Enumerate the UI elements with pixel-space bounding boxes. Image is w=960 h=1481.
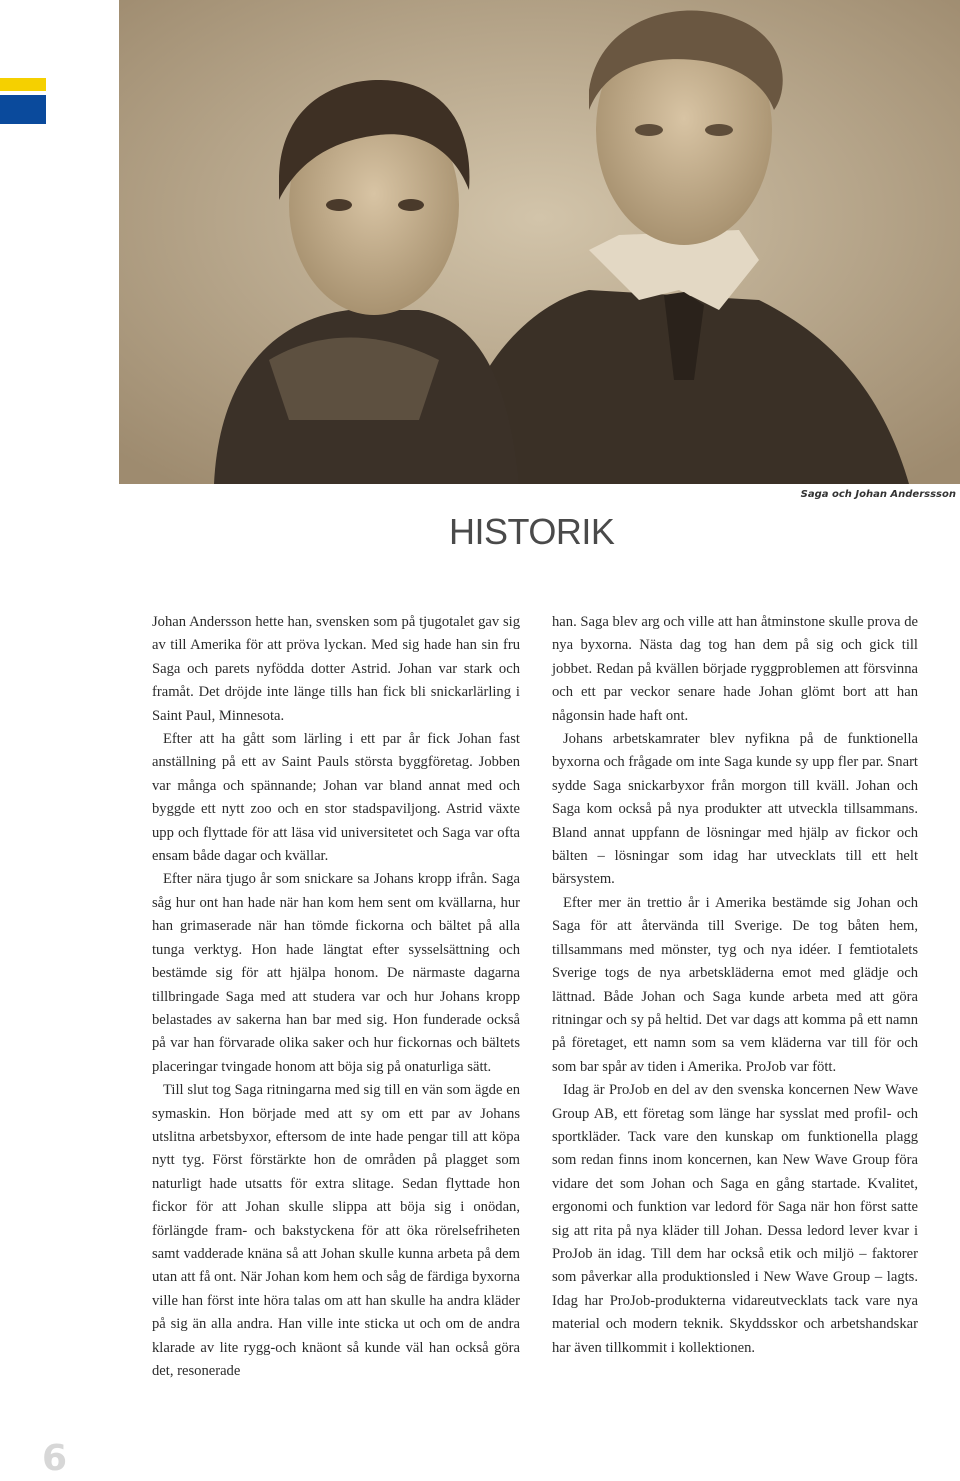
flag-stripe-yellow: [0, 78, 46, 91]
paragraph: Idag är ProJob en del av den svenska koncernen New Wave Group AB, ett företag som länge har sysslat med profil- och sportkläder. Tack vare den kunskap om funktionella plagg som redan finns inom koncernen, kan New Wave Group föra vidare det som Johan och Saga en gång startade. Kvalitet, ergonomi och funktion var ledord för Saga när hon först satte sig att rita på nya kläder till Johan. Dessa ledord lever kvar i ProJob än idag. Till dem har också etik och miljö – faktorer som påverkar alla produktionsled i New Wave Group – lagts. Idag har ProJob-produkterna vidareutvecklats tack vare nya material och modern teknik. Skyddsskor och arbetshandskar har även tillkommit i kollektionen.: [552, 1082, 918, 1356]
paragraph: Johans arbetskamrater blev nyfikna på de funktionella byxorna och frågade om inte Saga kunde sy upp fler par. Snart sydde Saga snickarbyxor från morgon till kväll. Johan och Saga kom också på nya produkter att utveckla tillsammans. Bland annat uppfann de lösningar med hjälp av fickor och bälten – lösningar som idag har utvecklats till ett helt bärsystem.: [552, 731, 918, 888]
article-column-left: [152, 611, 520, 1383]
paragraph: Efter mer än trettio år i Amerika bestämde sig Johan och Saga för att återvända till Sverige. De tog båten hem, tillsammans med mönster, tyg och nya idéer. I femtiotalets Sverige togs de nya arbetskläderna emot med glädje och lättnad. Både Johan och Saga kunde arbeta med att göra ritningar och sy på heltid. Det var dags att komma på ett namn på företaget, ett namn som sa vem kläderna var till för och som bar spår av tiden i Amerika. ProJob var fött.: [552, 894, 918, 1075]
paragraph: Efter nära tjugo år som snickare sa Johans kropp ifrån. Saga såg hur ont han hade när han kom hem sent om kvällarna, hur han grimaserade när han tömde fickorna och bältet på alla tunga verktyg. Hon hade längtat efter sysselsättning och bestämde sig för att hjälpa honom. De närmaste dagarna tillbringade Saga med att studera var och hur Johans kropp belastades av sakerna han bar med sig. Hon funderade också på var han förvarade olika saker och hur fickornas och bältets placeringar tvingade honom att böja sig på onaturliga sätt.: [152, 871, 520, 1075]
photo-caption: Saga och Johan Anderssson: [800, 489, 956, 500]
historic-portrait-photo: [119, 0, 960, 484]
page-heading: HISTORIK: [449, 511, 615, 552]
paragraph: Till slut tog Saga ritningarna med sig till en vän som ägde en symaskin. Hon började med att sy om ett par av Johans utslitna arbetsbyxor, eftersom de inte hade pengar till att köpa nytt tyg. Först förstärkte hon de områden på plagget som naturligt hade utsatts för extra slitage. Sedan flyttade hon fickor för att Johan skulle slippa att böja sig i onödan, förlängde fram- och bakstyckena för att öka rörelsefriheten samt vadderade knäna så att Johan skulle kunna arbeta på dem utan att få ont. När Johan kom hem och såg de färdiga byxorna ville han först inte höra talas om att han skulle ha andra kläder på sig än alla andra. Han ville inte sticka ut och om de andra klarade av lite rygg-och knäont så kunde väl han också göra det, resonerade: [152, 1082, 520, 1379]
paragraph: Efter att ha gått som lärling i ett par år fick Johan fast anställning på ett av Saint Pauls största byggföretag. Jobben var många och spännande; Johan var bland annat med och byggde ett nytt zoo och en stor stadspaviljong. Astrid växte upp och flyttade för att läsa vid universitetet och Saga var ofta ensam både dagar och kvällar.: [152, 731, 520, 865]
article-column-right: [552, 611, 918, 1360]
paragraph: han. Saga blev arg och ville att han åtminstone skulle prova de nya byxorna. Nästa dag tog han dem på sig och gick till jobbet. Redan på kvällen började ryggproblemen att försvinna och ett par veckor senare hade Johan glömt bort att han någonsin hade haft ont.: [552, 614, 918, 724]
flag-stripe-blue: [0, 95, 46, 124]
page-number: 6: [42, 1438, 68, 1479]
portrait-illustration: [119, 0, 960, 484]
paragraph: Johan Andersson hette han, svensken som på tjugotalet gav sig av till Amerika för att pröva lyckan. Med sig hade han sin fru Saga och parets nyfödda dotter Astrid. Johan var stark och framåt. Det dröjde inte länge tills han fick bli snickarlärling i Saint Paul, Minnesota.: [152, 614, 520, 724]
